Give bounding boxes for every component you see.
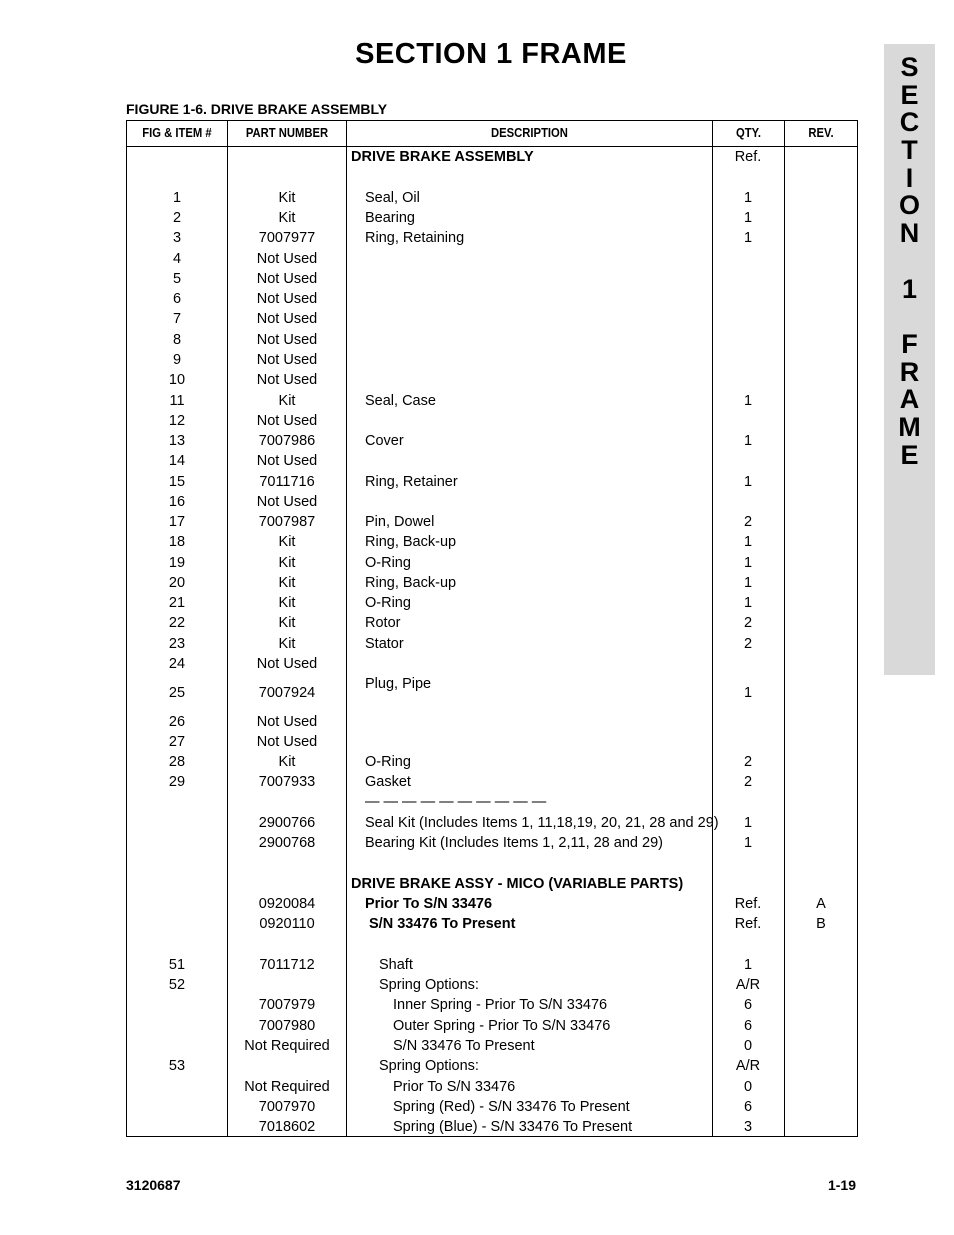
header-description: DESCRIPTION: [491, 126, 568, 140]
row-item-number: 8: [172, 332, 182, 348]
row-description: Rotor: [365, 615, 401, 631]
row-description: Inner Spring - Prior To S/N 33476: [393, 997, 608, 1013]
row-description: O-Ring: [365, 555, 411, 571]
row-description: Stator: [365, 636, 404, 652]
row-item-number: 52: [168, 977, 186, 993]
row-description: Plug, Pipe: [365, 676, 432, 692]
page-number: 1-19: [827, 1177, 856, 1193]
row-part-number: 0920110: [259, 916, 315, 932]
row-description: O-Ring: [365, 595, 411, 611]
row-description: Prior To S/N 33476: [365, 896, 493, 912]
side-tab-letter: R: [899, 356, 920, 387]
row-qty: 1: [743, 957, 753, 973]
header-part-number: PART NUMBER: [245, 126, 329, 140]
row-item-number: 28: [168, 754, 186, 770]
row-description: Seal, Case: [365, 393, 436, 409]
row-qty: 1: [743, 474, 753, 490]
page-title: SECTION 1 FRAME: [355, 38, 627, 70]
row-qty: 6: [743, 1018, 753, 1034]
row-part-number: Not Used: [256, 413, 318, 429]
row-item-number: 26: [168, 714, 186, 730]
table-row: [127, 209, 857, 227]
side-tab-letter: E: [900, 439, 919, 470]
side-tab-letter: C: [899, 107, 920, 138]
table-row: [127, 270, 857, 288]
side-tab-letter: [884, 303, 935, 331]
row-part-number: 7007924: [258, 685, 316, 701]
row-qty: 1: [743, 815, 753, 831]
row-description: — — — — — — — — — —: [365, 794, 547, 810]
row-part-number: Kit: [278, 636, 296, 652]
row-part-number: Kit: [278, 615, 296, 631]
row-item-number: 16: [168, 494, 186, 510]
row-qty: 2: [743, 514, 753, 530]
parts-table: [126, 120, 858, 1137]
table-row: [127, 574, 857, 592]
row-item-number: 9: [172, 352, 182, 368]
table-row: [127, 733, 857, 751]
row-part-number: 7007933: [258, 774, 316, 790]
side-tab-letter: N: [899, 218, 920, 249]
table-row: [127, 371, 857, 389]
row-part-number: 7007987: [258, 514, 316, 530]
row-description: Bearing: [365, 210, 415, 226]
row-item-number: 6: [172, 291, 182, 307]
row-description: Spring Options:: [379, 977, 479, 993]
row-item-number: 15: [168, 474, 186, 490]
row-qty: 6: [743, 1099, 753, 1115]
row-part-number: Kit: [278, 534, 296, 550]
table-row: [127, 533, 857, 551]
row-part-number: Not Used: [256, 311, 318, 327]
row-item-number: 19: [168, 555, 186, 571]
row-item-number: 1: [172, 190, 182, 206]
table-row: [127, 635, 857, 653]
table-row: [127, 895, 857, 913]
figure-caption: FIGURE 1-6. DRIVE BRAKE ASSEMBLY: [126, 101, 388, 117]
row-item-number: 14: [168, 453, 186, 469]
row-description: S/N 33476 To Present: [393, 1038, 535, 1054]
row-qty: A/R: [735, 1058, 761, 1074]
row-qty: 1: [743, 393, 753, 409]
row-part-number: Not Required: [244, 1038, 330, 1054]
row-part-number: Kit: [278, 575, 296, 591]
table-row: [127, 594, 857, 612]
row-qty: 1: [743, 210, 753, 226]
table-row: [127, 148, 857, 166]
row-qty: 1: [743, 685, 753, 701]
document-number: 3120687: [126, 1177, 181, 1193]
row-part-number: Not Used: [256, 332, 318, 348]
row-item-number: 5: [172, 271, 182, 287]
table-row: [127, 655, 857, 673]
row-description: Gasket: [365, 774, 411, 790]
row-qty: 3: [743, 1119, 753, 1135]
row-item-number: 11: [169, 393, 185, 409]
table-row: [127, 875, 857, 893]
row-item-number: 23: [168, 636, 186, 652]
row-item-number: 17: [168, 514, 186, 530]
row-part-number: Not Used: [256, 494, 318, 510]
row-qty: Ref.: [734, 149, 762, 165]
table-row: [127, 915, 857, 933]
table-row: [127, 773, 857, 791]
row-item-number: 22: [168, 615, 186, 631]
row-part-number: Not Used: [256, 271, 318, 287]
table-row: [127, 713, 857, 731]
row-part-number: Not Used: [256, 291, 318, 307]
row-qty: 1: [743, 534, 753, 550]
table-row: [127, 513, 857, 531]
row-description: O-Ring: [365, 754, 411, 770]
table-row: [127, 452, 857, 470]
section-side-tab: [884, 44, 935, 675]
row-description: Shaft: [379, 957, 413, 973]
row-part-number: Kit: [278, 210, 296, 226]
side-tab-letters: [884, 54, 935, 469]
side-tab-letter: F: [901, 328, 918, 359]
row-qty: 1: [743, 190, 753, 206]
row-qty: 1: [743, 230, 753, 246]
row-description: Ring, Retaining: [365, 230, 465, 246]
row-part-number: 0920084: [258, 896, 316, 912]
row-description: Prior To S/N 33476: [393, 1079, 516, 1095]
table-row: [127, 1118, 857, 1136]
side-tab-letter: [884, 248, 935, 276]
row-description: Pin, Dowel: [365, 514, 435, 530]
row-item-number: 27: [168, 734, 186, 750]
row-qty: 1: [743, 595, 753, 611]
row-part-number: Not Used: [256, 372, 318, 388]
row-qty: A/R: [735, 977, 761, 993]
row-item-number: 7: [172, 311, 182, 327]
table-row: [127, 1098, 857, 1116]
row-part-number: 7007986: [258, 433, 316, 449]
header-rev: REV.: [808, 126, 834, 140]
row-part-number: Not Used: [256, 251, 318, 267]
table-row: [127, 1078, 857, 1096]
row-qty: 2: [743, 636, 753, 652]
row-part-number: Not Required: [244, 1079, 330, 1095]
row-qty: 2: [743, 615, 753, 631]
table-row: [127, 554, 857, 572]
row-part-number: Kit: [278, 393, 296, 409]
table-row: [127, 793, 857, 811]
row-qty: 2: [743, 754, 753, 770]
row-description: Spring Options:: [379, 1058, 479, 1074]
table-row: [127, 432, 857, 450]
table-row: [127, 753, 857, 771]
row-description: Ring, Back-up: [365, 575, 457, 591]
table-row: [127, 676, 857, 702]
table-row: [127, 1037, 857, 1055]
table-row: [127, 996, 857, 1014]
row-item-number: 24: [168, 656, 186, 672]
row-qty: 6: [743, 997, 753, 1013]
row-description: Outer Spring - Prior To S/N 33476: [393, 1018, 611, 1034]
table-row: [127, 310, 857, 328]
row-item-number: 3: [172, 230, 182, 246]
table-row: [127, 189, 857, 207]
row-description: DRIVE BRAKE ASSEMBLY: [351, 149, 534, 165]
table-row: [127, 834, 857, 852]
row-part-number: Kit: [278, 754, 296, 770]
table-row: [127, 614, 857, 632]
side-tab-letter: M: [898, 411, 921, 442]
table-row: [127, 412, 857, 430]
row-item-number: 25: [168, 685, 186, 701]
side-tab-letter: 1: [901, 273, 918, 304]
side-tab-letter: O: [898, 190, 920, 221]
row-part-number: Not Used: [256, 656, 318, 672]
side-tab-letter: S: [900, 52, 919, 82]
row-part-number: Not Used: [256, 352, 318, 368]
row-description: Ring, Retainer: [365, 474, 458, 490]
row-item-number: 53: [168, 1058, 186, 1074]
row-item-number: 51: [168, 957, 186, 973]
row-item-number: 13: [168, 433, 186, 449]
row-qty: 2: [743, 774, 753, 790]
row-part-number: 7007970: [258, 1099, 316, 1115]
table-row: [127, 392, 857, 410]
row-description: Spring (Red) - S/N 33476 To Present: [393, 1099, 630, 1115]
side-tab-letter: I: [905, 162, 914, 193]
row-description: Ring, Back-up: [365, 534, 457, 550]
row-description: Cover: [365, 433, 404, 449]
table-row: [127, 1057, 857, 1075]
side-tab-letter: T: [901, 135, 918, 166]
row-description: Seal, Oil: [365, 190, 420, 206]
row-part-number: 2900768: [258, 835, 316, 851]
row-item-number: 20: [168, 575, 186, 591]
row-qty: 0: [743, 1079, 753, 1095]
row-part-number: 7011716: [259, 474, 315, 490]
table-row: [127, 290, 857, 308]
row-qty: 1: [743, 555, 753, 571]
row-item-number: 4: [172, 251, 182, 267]
row-item-number: 2: [172, 210, 182, 226]
table-row: [127, 250, 857, 268]
side-tab-letter: A: [899, 384, 920, 415]
table-row: [127, 493, 857, 511]
row-item-number: 10: [168, 372, 186, 388]
row-part-number: Not Used: [256, 734, 318, 750]
row-description: S/N 33476 To Present: [369, 916, 516, 932]
header-divider: [127, 146, 857, 147]
row-part-number: 7007977: [258, 230, 316, 246]
row-part-number: Not Used: [256, 453, 318, 469]
row-part-number: 7018602: [258, 1119, 316, 1135]
header-qty: QTY.: [735, 126, 762, 140]
table-row: [127, 976, 857, 994]
row-part-number: Kit: [278, 190, 296, 206]
row-item-number: 29: [168, 774, 186, 790]
row-description: Seal Kit (Includes Items 1, 11,18,19, 20, 21, 28 and 29): [365, 815, 719, 831]
row-qty: 1: [743, 433, 753, 449]
table-row: [127, 473, 857, 491]
header-item: FIG & ITEM #: [142, 126, 212, 140]
table-row: [127, 229, 857, 247]
row-description: Bearing Kit (Includes Items 1, 2,11, 28 and 29): [365, 835, 663, 851]
row-qty: 0: [743, 1038, 753, 1054]
row-description: Spring (Blue) - S/N 33476 To Present: [393, 1119, 633, 1135]
row-part-number: 2900766: [258, 815, 316, 831]
row-qty: 1: [743, 835, 753, 851]
row-part-number: Kit: [278, 555, 296, 571]
row-part-number: Kit: [278, 595, 296, 611]
row-qty: Ref.: [734, 896, 762, 912]
row-rev: A: [816, 896, 826, 912]
row-part-number: 7007979: [258, 997, 316, 1013]
row-part-number: Not Used: [256, 714, 318, 730]
row-item-number: 12: [168, 413, 186, 429]
table-row: [127, 351, 857, 369]
table-row: [127, 1017, 857, 1035]
row-item-number: 21: [168, 595, 186, 611]
row-item-number: 18: [168, 534, 186, 550]
row-qty: 1: [743, 575, 753, 591]
row-part-number: 7007980: [258, 1018, 316, 1034]
row-description: DRIVE BRAKE ASSY - MICO (VARIABLE PARTS): [351, 876, 684, 892]
table-row: [127, 956, 857, 974]
table-row: [127, 814, 857, 832]
table-row: [127, 331, 857, 349]
side-tab-letter: E: [900, 79, 919, 110]
row-rev: B: [816, 916, 826, 932]
row-qty: Ref.: [734, 916, 762, 932]
row-part-number: 7011712: [259, 957, 315, 973]
